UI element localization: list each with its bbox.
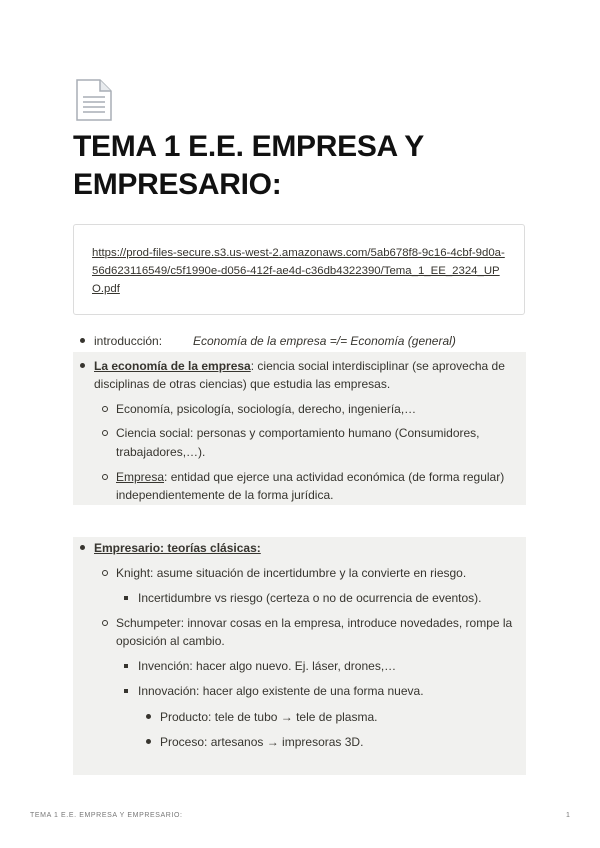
list-item: [116, 468, 521, 487]
bullet: [80, 338, 85, 343]
list-item: Producto: tele de tubo → tele de plasma.: [160, 710, 378, 724]
empresa-term: Empresa: [116, 470, 165, 484]
list-item-cont: trabajadores,…).: [116, 445, 206, 459]
list-item-cont: independientemente de la forma jurídica.: [116, 488, 334, 502]
intro-definition: Economía de la empresa =/= Economía (general): [193, 334, 456, 348]
list-item: Knight: asume situación de incertidumbre y la convierte en riesgo.: [116, 566, 467, 580]
bullet: [102, 570, 108, 576]
bullet: [124, 689, 128, 693]
bullet: [80, 363, 85, 368]
bullet: [146, 714, 151, 719]
bullet: [80, 545, 85, 550]
file-link[interactable]: https://prod-files-secure.s3.us-west-2.amazonaws.com/5ab678f8-9c16-4cbf-9d0a-56d623116549/c5f1990e-d056-412f-ae4d-c36db4322390/Tema_1_EE_2324_UPO.pdf: [92, 247, 505, 295]
list-item-cont: oposición al cambio.: [116, 634, 225, 648]
document-icon: [74, 79, 114, 121]
bullet: [124, 664, 128, 668]
list-item: Incertidumbre vs riesgo (certeza o no de ocurrencia de eventos).: [138, 591, 482, 605]
bullet: [146, 739, 151, 744]
page-title: TEMA 1 E.E. EMPRESA Y EMPRESARIO:: [73, 130, 424, 201]
section1-term: La economía de la empresa: [94, 359, 251, 373]
section2-term: Empresario: teorías clásicas:: [94, 541, 261, 555]
bullet: [102, 430, 108, 436]
empresa-definition: : entidad que ejerce una actividad económica (de forma regular): [164, 470, 505, 484]
list-item: Schumpeter: innovar cosas en la empresa, introduce novedades, rompe la: [116, 616, 513, 630]
footer-title: TEMA 1 E.E. EMPRESA Y EMPRESARIO:: [30, 812, 183, 819]
file-link-card[interactable]: [73, 224, 525, 315]
list-item: Invención: hacer algo nuevo. Ej. láser, drones,…: [138, 659, 397, 673]
section1-line2: disciplinas de otras ciencias) que estudia las empresas.: [94, 377, 391, 391]
list-item: Proceso: artesanos → impresoras 3D.: [160, 735, 364, 749]
list-item: Ciencia social: personas y comportamiento humano (Consumidores,: [116, 426, 480, 440]
bullet: [102, 474, 108, 480]
bullet: [124, 596, 128, 600]
bullet: [102, 406, 108, 412]
intro-term: introducción:: [94, 334, 163, 348]
page-number: 1: [566, 812, 570, 819]
list-item: Innovación: hacer algo existente de una forma nueva.: [138, 684, 424, 698]
bullet: [102, 620, 108, 626]
section1-line1: [94, 357, 519, 376]
section1-definition: : ciencia social interdisciplinar (se aprovecha de: [250, 359, 505, 373]
list-item: Economía, psicología, sociología, derecho, ingeniería,…: [116, 402, 417, 416]
